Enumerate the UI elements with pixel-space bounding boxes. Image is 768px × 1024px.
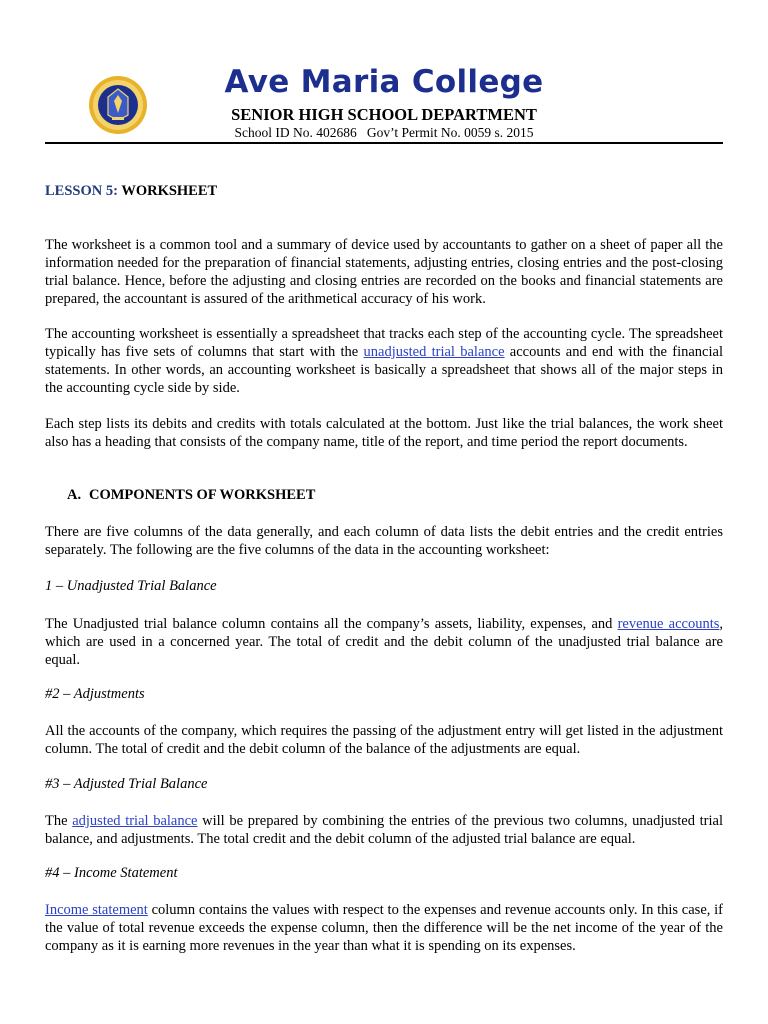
paragraph-text: accounts and end with the financial statements. In other words, an accounting worksheet is basically a spreadsheet that shows all of the major steps in the accounting cycle side by side. [45,344,723,396]
link-adjusted-trial-balance[interactable]: adjusted trial balance [72,813,198,829]
paragraph-income [45,901,723,955]
link-income-statement[interactable]: Income statement [45,902,148,918]
paragraph-adjusted [45,812,723,848]
paragraph-adjustments: All the accounts of the company, which requires the passing of the adjustment entry will get listed in the adjustment column. The total of credit and the debit column of the balance of the adjustments are equal. [45,723,723,757]
paragraph-text: will be prepared by combining the entries of the previous two columns, unadjusted trial balance, and adjustments. The total credit and the debit column of the adjusted trial balance are equal. [45,813,723,847]
paragraph-text: The [45,813,73,829]
section-letter: A. [67,487,82,503]
paragraph-unadjusted [45,615,723,669]
school-identifiers [45,125,723,141]
section-title: COMPONENTS OF WORKSHEET [89,487,316,503]
subheading-adjusted: #3 – Adjusted Trial Balance [45,776,208,792]
school-id: School ID No. 402686 [234,125,357,140]
paragraph-steps: Each step lists its debits and credits with totals calculated at the bottom. Just like the trial balances, the work sheet also has a heading that consists of the company name, title of the report, and time period the report documents. [45,416,723,450]
paragraph-text: The accounting worksheet is essentially a spreadsheet that tracks each step of the accounting cycle. The spreadsheet typically has five sets of columns that start with the [45,326,723,360]
college-name: Ave Maria College [224,64,544,100]
lesson-title: WORKSHEET [121,183,218,199]
section-heading [67,487,315,504]
lesson-heading [45,183,217,200]
paragraph-text: , which are used in a concerned year. The total of credit and the debit column of the unadjusted trial balance are equal. [45,616,723,668]
paragraph-columns: There are five columns of the data generally, and each column of data lists the debit entries and the credit entries separately. The following are the five columns of the data in the accounting worksheet: [45,524,723,558]
paragraph-text: The Unadjusted trial balance column contains all the company’s assets, liability, expenses, and [45,616,618,632]
paragraph-text: column contains the values with respect to the expenses and revenue accounts only. In this case, if the value of total revenue exceeds the expense column, then the difference will be the net income of the year of the company as it is earning more revenues in the year than what it is spending on its expenses. [45,902,724,954]
link-unadjusted-trial-balance[interactable]: unadjusted trial balance [363,344,505,360]
paragraph-intro: The worksheet is a common tool and a summary of device used by accountants to gather on a sheet of paper all the information needed for the preparation of financial statements, adjusting entries, closing entries and the post-closing trial balance. Hence, before the adjusting and closing entries are recorded on the books and financial statements are prepared, the accountant is assured of the arithmetical accuracy of his work. [45,237,723,307]
subheading-income: #4 – Income Statement [45,865,178,881]
subheading-adjustments: #2 – Adjustments [45,686,145,702]
lesson-number: LESSON 5: [45,183,118,199]
paragraph-spreadsheet [45,325,723,397]
link-revenue-accounts[interactable]: revenue accounts [617,616,720,632]
department-name: SENIOR HIGH SCHOOL DEPARTMENT [231,105,537,124]
letterhead [45,60,723,144]
header-divider [45,142,723,144]
subheading-unadjusted: 1 – Unadjusted Trial Balance [45,578,217,594]
permit-number: Gov’t Permit No. 0059 s. 2015 [366,125,534,140]
